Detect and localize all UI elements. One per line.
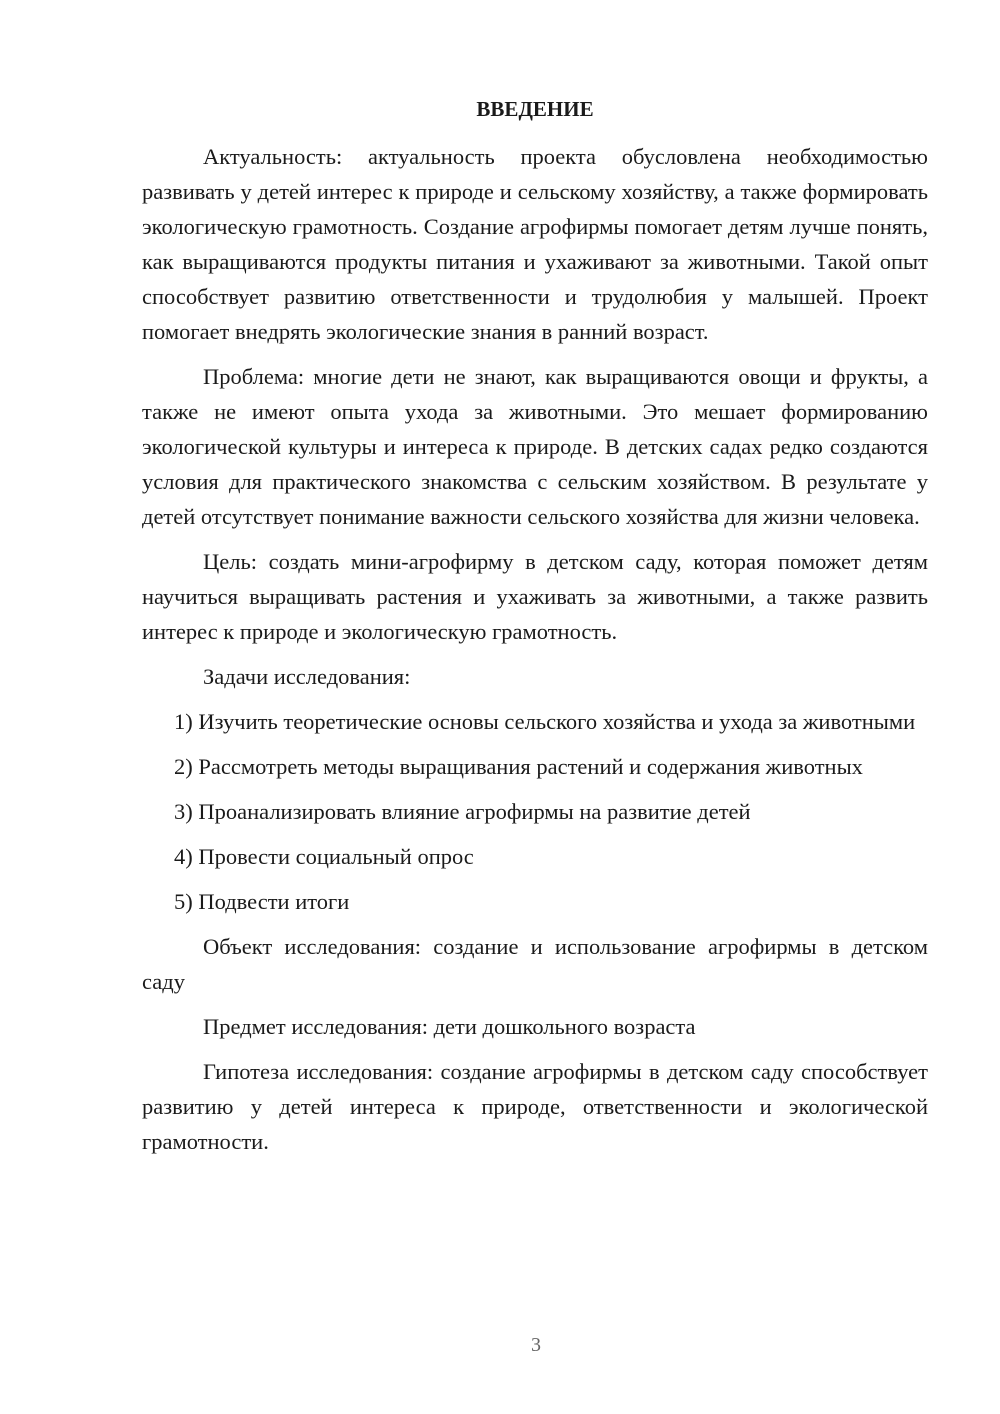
relevance-paragraph: Актуальность: актуальность проекта обусловлена необходимостью развивать у детей интерес к природе и сельскому хозяйству, а также формировать экологическую грамотность. Создание агрофирмы помогает детям лучше понять, как выращиваются продукты питания и ухаживают за животными. Такой опыт способствует развитию ответственности и трудолюбия у малышей. Проект помогает внедрять экологические знания в ранний возраст.: [142, 144, 928, 344]
task-item: 5) Подвести итоги: [174, 889, 350, 914]
subject-paragraph: Предмет исследования: дети дошкольного возраста: [203, 1014, 696, 1039]
task-item: 2) Рассмотреть методы выращивания растений и содержания животных: [174, 754, 863, 779]
object-paragraph: Объект исследования: создание и использование агрофирмы в детском саду: [142, 934, 928, 994]
problem-paragraph: Проблема: многие дети не знают, как выращиваются овощи и фрукты, а также не имеют опыта ухода за животными. Это мешает формированию экологической культуры и интереса к природе. В детских садах редко создаются условия для практического знакомства с сельским хозяйством. В результате у детей отсутствует понимание важности сельского хозяйства для жизни человека.: [142, 364, 928, 529]
page-number: 3: [531, 1334, 541, 1356]
document-body: [142, 92, 928, 1159]
task-item: 4) Провести социальный опрос: [174, 844, 474, 869]
task-item: 1) Изучить теоретические основы сельского хозяйства и ухода за животными: [174, 709, 916, 734]
tasks-heading: Задачи исследования:: [203, 664, 411, 689]
hypothesis-paragraph: Гипотеза исследования: создание агрофирмы в детском саду способствует развитию у детей интереса к природе, ответственности и экологической грамотности.: [142, 1059, 928, 1154]
section-title: ВВЕДЕНИЕ: [476, 97, 594, 121]
task-item: 3) Проанализировать влияние агрофирмы на развитие детей: [174, 799, 751, 824]
goal-paragraph: Цель: создать мини-агрофирму в детском саду, которая поможет детям научиться выращивать растения и ухаживать за животными, а также развить интерес к природе и экологическую грамотность.: [142, 549, 928, 644]
